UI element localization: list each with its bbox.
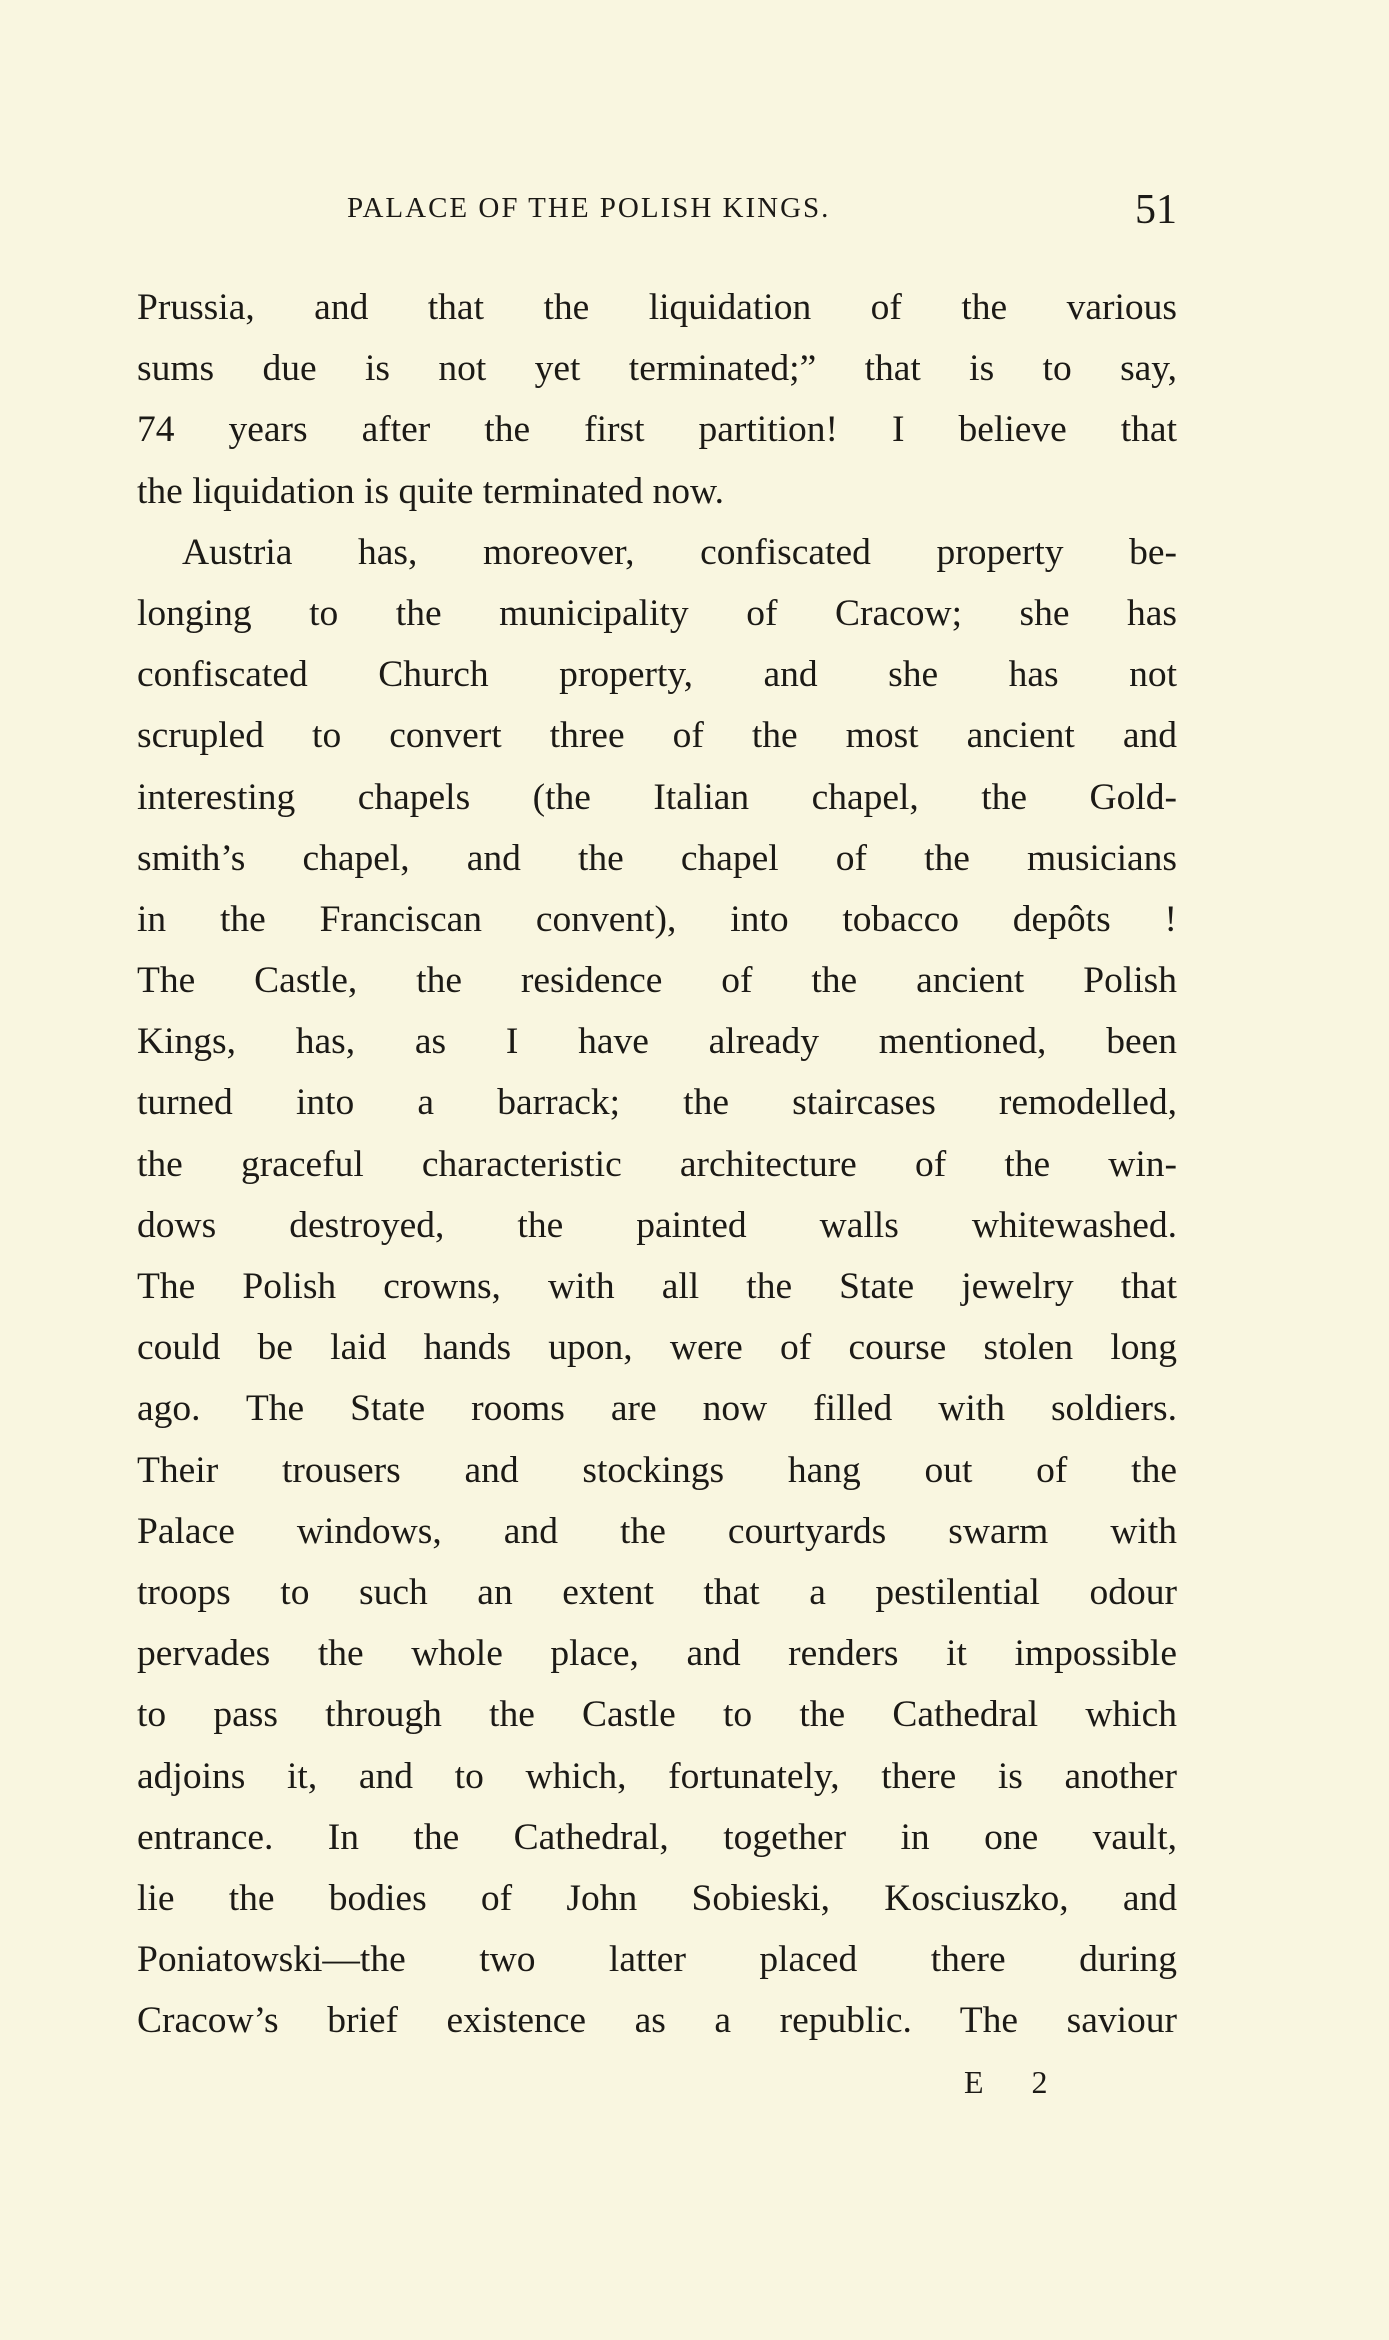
text-line: pervades the whole place, and renders it impossible [137,1633,1177,1675]
text-line: could be laid hands upon, were of course stolen long [137,1327,1177,1369]
text-line: entrance. In the Cathedral, together in one vault, [137,1816,1177,1858]
text-line: interesting chapels (the Italian chapel, the Gold- [137,776,1177,818]
text-line: Austria has, moreover, confiscated property be- [182,531,1177,573]
text-line: confiscated Church property, and she has not [137,654,1177,696]
text-line: in the Franciscan convent), into tobacco depôts ! [137,898,1177,940]
text-line: Prussia, and that the liquidation of the various [137,287,1177,328]
text-line: sums due is not yet terminated;” that is to say, [137,348,1177,390]
text-line: Kings, has, as I have already mentioned, been [137,1021,1177,1063]
text-line: the graceful characteristic architecture of the win- [137,1143,1177,1185]
text-line: Palace windows, and the courtyards swarm with [137,1510,1177,1552]
text-line: to pass through the Castle to the Cathedral which [137,1694,1177,1736]
signature-mark: E 2 [964,2064,1068,2100]
text-line: troops to such an extent that a pestilential odour [137,1571,1177,1613]
text-line: longing to the municipality of Cracow; she has [137,592,1177,634]
running-head [137,186,1177,236]
text-line: dows destroyed, the painted walls whitewashed. [137,1204,1177,1246]
page-number: 51 [1135,187,1177,233]
text-line: Poniatowski—the two latter placed there during [137,1939,1177,1981]
running-title: PALACE OF THE POLISH KINGS. [347,192,831,224]
text-line: 74 years after the first partition! I believe that [137,409,1177,451]
text-line: the liquidation is quite terminated now. [137,470,725,512]
text-line: lie the bodies of John Sobieski, Kosciuszko, and [137,1877,1177,1919]
text-line: ago. The State rooms are now filled with soldiers. [137,1388,1177,1430]
text-line: Their trousers and stockings hang out of the [137,1449,1177,1491]
text-line: The Polish crowns, with all the State jewelry that [137,1266,1177,1307]
body-text [137,277,1177,2051]
text-line: scrupled to convert three of the most ancient and [137,715,1177,757]
text-line: The Castle, the residence of the ancient Polish [137,960,1177,1002]
text-line: turned into a barrack; the staircases remodelled, [137,1082,1177,1124]
text-line: adjoins it, and to which, fortunately, there is another [137,1755,1177,1797]
text-line: Cracow’s brief existence as a republic. The saviour [137,2000,1177,2042]
text-line: smith’s chapel, and the chapel of the musicians [137,837,1177,879]
